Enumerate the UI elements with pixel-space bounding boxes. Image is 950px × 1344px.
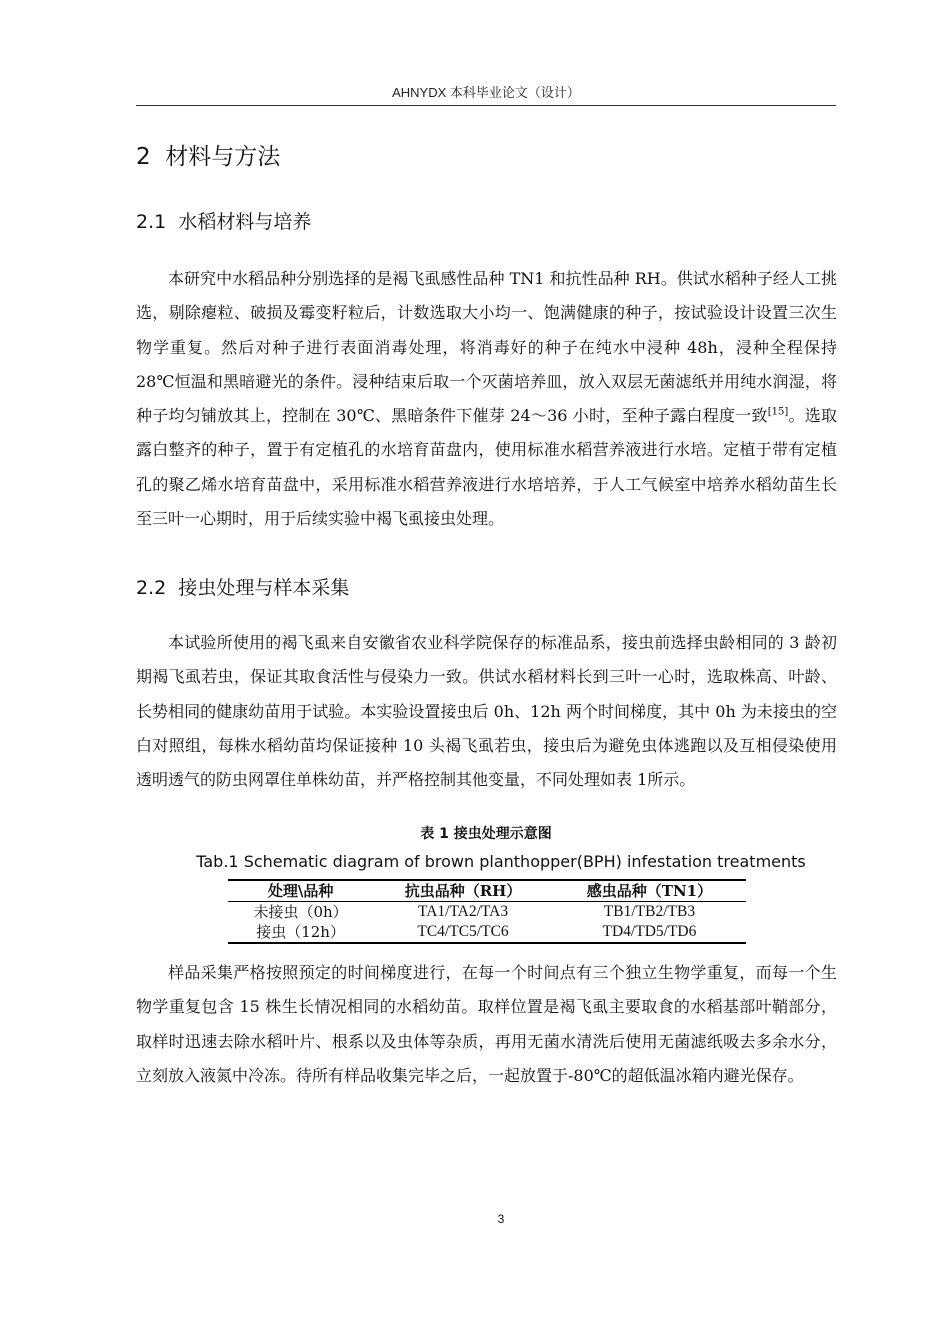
paragraph-infestation: 本试验所使用的褐飞虱来自安徽省农业科学院保存的标准品系，接虫前选择虫龄相同的 3 龄初期褐飞虱若虫，保证其取食活性与侵染力一致。供试水稻材料长到三叶一心时，选取株高、叶龄、长势相同的健康幼苗用于试验。本实验设置接虫后 0h、12h 两个时间梯度，其中 0h 为未接虫的空白对照组，每株水稻幼苗均保证接种 10 头褐飞虱若虫，接虫后为避免虫体逃跑以及互相侵染使用透明透气的防虫网罩住单株幼苗，并严格控制其他变量，不同处理如表 1所示。 [136, 633, 837, 790]
table-cell: TD4/TD5/TD6 [602, 923, 697, 940]
table-header-cell: 处理\品种 [267, 882, 334, 900]
paragraph-materials [136, 262, 837, 536]
table-cell: TA1/TA2/TA3 [417, 903, 509, 920]
section-number: 2 [136, 144, 151, 170]
table-caption-cn: 表 1 接虫处理示意图 [420, 826, 552, 842]
subsection-number: 2.2 [136, 577, 167, 599]
table-header-row [228, 880, 746, 902]
page-number: 3 [497, 1212, 505, 1226]
table-header-cell: 感虫品种（TN1） [586, 882, 713, 900]
table-cell: 接虫（12h） [256, 923, 345, 941]
section-title: 材料与方法 [165, 144, 281, 170]
paragraph-sampling: 样品采集严格按照预定的时间梯度进行，在每一个时间点有三个独立生物学重复，而每一个生物学重复包含 15 株生长情况相同的水稻幼苗。取样位置是褐飞虱主要取食的水稻基部叶鞘部分，取样时迅速去除水稻叶片、根系以及虫体等杂质，再用无菌水清洗后使用无菌滤纸吸去多余水分，立刻放入液氮中冷冻。待所有样品收集完毕之后，一起放置于-80℃的超低温冰箱内避光保存。 [136, 963, 837, 1085]
table-cell: 未接虫（0h） [253, 903, 348, 921]
table-cell: TB1/TB2/TB3 [603, 903, 696, 920]
table-header-cell: 抗虫品种（RH） [404, 882, 522, 900]
paragraph-text: 本研究中水稻品种分别选择的是褐飞虱感性品种 TN1 和抗性品种 RH。供试水稻种子经人工挑选，剔除瘪粒、破损及霉变籽粒后，计数选取大小均一、饱满健康的种子，按试验设计设置三次生物学重复。然后对种子进行表面消毒处理，将消毒好的种子在纯水中浸种 48h，浸种全程保持 28℃恒温和黑暗避光的条件。浸种结束后取一个灭菌培养皿，放入双层无菌滤纸并用纯水润湿，将种子均匀铺放其上，控制在 30℃、黑暗条件下催芽 24～36 小时，至种子露白程度一致 [136, 269, 837, 426]
subsection-title: 接虫处理与样本采集 [178, 577, 350, 599]
treatment-table [228, 879, 746, 944]
subsection-heading-2-2 [136, 573, 349, 600]
subsection-heading-2-1 [136, 207, 311, 234]
subsection-title: 水稻材料与培养 [178, 211, 312, 233]
table-row [228, 902, 746, 923]
citation-reference: [15] [767, 406, 789, 418]
table-cell: TC4/TC5/TC6 [417, 923, 509, 940]
paragraph-text: 。选取露白整齐的种子，置于有定植孔的水培育苗盘内，使用标准水稻营养液进行水培。定植于带有定植孔的聚乙烯水培育苗盘中，采用标准水稻营养液进行水培培养，于人工气候室中培养水稻幼苗生长至三叶一心期时，用于后续实验中褐飞虱接虫处理。 [136, 406, 837, 529]
header-rule [136, 105, 836, 106]
running-header: AHNYDX 本科毕业论文（设计） [392, 85, 580, 100]
section-heading [136, 138, 280, 171]
table-caption-en: Tab.1 Schematic diagram of brown planthopper(BPH) infestation treatments [196, 852, 806, 871]
table-row [228, 922, 746, 943]
subsection-number: 2.1 [136, 211, 167, 233]
